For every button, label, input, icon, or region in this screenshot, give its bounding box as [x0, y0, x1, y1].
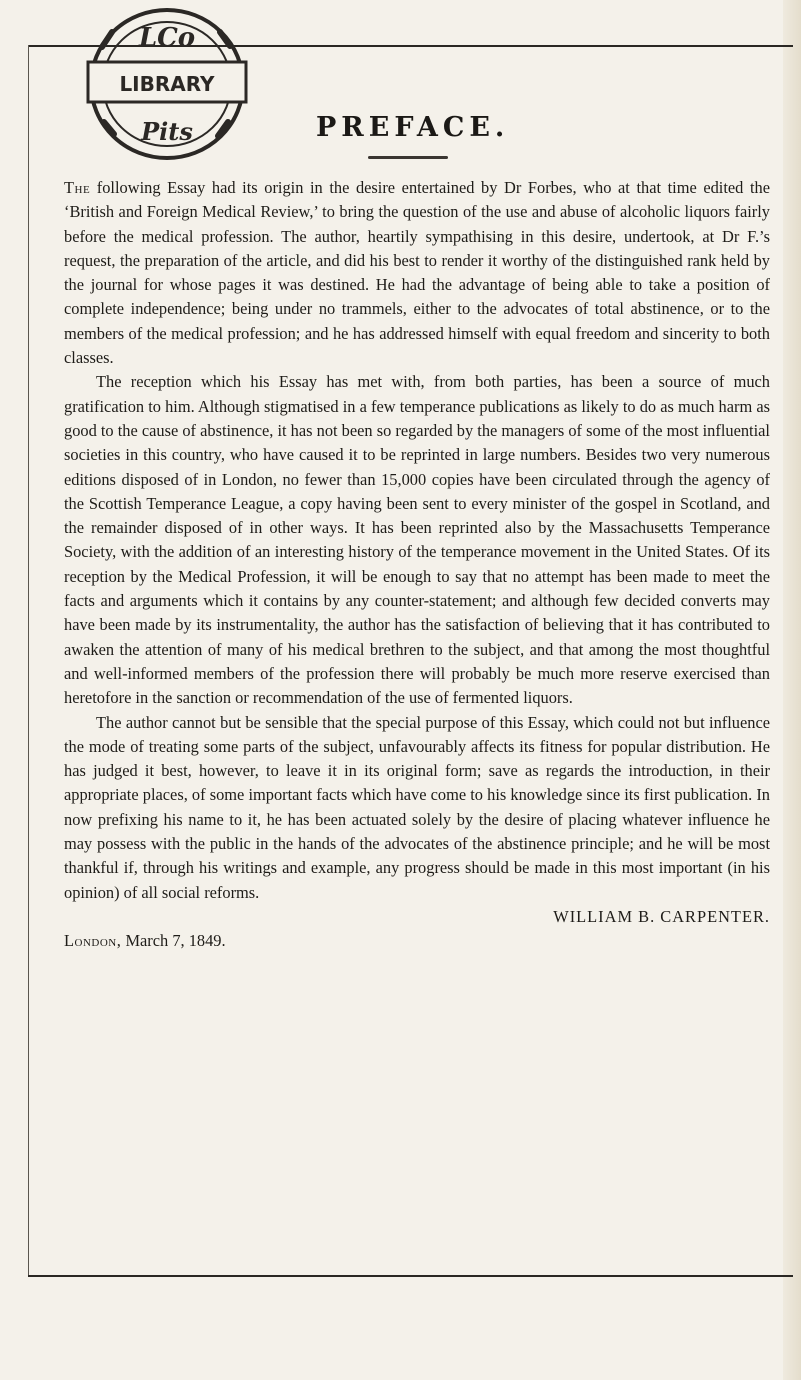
preface-body: [64, 176, 770, 954]
stamp-middle-text: LIBRARY: [119, 72, 215, 96]
page-edge: [783, 0, 801, 1380]
dateline: [64, 929, 770, 953]
dateline-date: March 7, 1849.: [121, 931, 226, 951]
stamp-bottom-text: Pits: [141, 117, 193, 146]
paragraph-2: The reception which his Essay has met with, from both parties, has been a source of much gratification to him. Although stigmatised in a few temperance publications as likely to do as much harm as good to the cause of abstinence, it has not been so regarded by the managers of some of the most influential societies in this country, who have caused it to be reprinted in large numbers. Besides two very numerous editions disposed of in London, no fewer than 15,000 copies have been circulated through the agency of the Scottish Temperance League, a copy having been sent to every minister of the gospel in Scotland, and the remainder disposed of in other ways. It has been reprinted also by the Massachusetts Temperance Society, with the addition of an interesting history of the temperance movement in the United States. Of its reception by the Medical Profession, it will be enough to say that no attempt has been made to meet the facts and arguments which it contains by any counter-statement; and although few decided converts may have been made by its instrumentality, the author has the satisfaction of believing that it has contributed to awaken the attention of many of his medical brethren to the subject, and that among the most thoughtful and well-informed members of the profession there will probably be much more reserve exercised than heretofore in the sanction or recommendation of the use of fermented liquors.: [64, 372, 770, 708]
paragraph-1-text: following Essay had its origin in the desire entertained by Dr Forbes, who at that time edited the ‘British and Foreign Medical Review,’ to bring the question of the use and abuse of alcoholic liquors fairly before the medical profession. The author, heartily sympathising in this desire, undertook, at Dr F.’s request, the preparation of the article, and did his best to render it worthy of the distinguished rank held by the journal for whose pages it was destined. He had the advantage of being able to take a position of complete independence; being under no trammels, either to the advocates of total abstinence, or to the members of the medical profession; and he has addressed himself with equal freedom and sincerity to both classes.: [64, 178, 770, 368]
paragraph-1: [64, 176, 770, 370]
left-border-rule: [28, 45, 29, 1275]
dateline-place: London,: [64, 931, 122, 951]
paragraph-1-lead: The: [64, 178, 91, 197]
signature: WILLIAM B. CARPENTER.: [553, 906, 770, 926]
stamp-top-text: LCo: [138, 23, 196, 53]
title-ornament: [368, 156, 448, 159]
page-title: PREFACE.: [316, 112, 510, 143]
library-stamp: [82, 2, 252, 162]
paragraph-3: The author cannot but be sensible that the special purpose of this Essay, which could not but influence the mode of treating some parts of the subject, unfavourably affects its fitness for popular distribution. He has judged it best, however, to leave it in its original form; save as regards the introduction, in their appropriate places, of some important facts which have come to his knowledge since its first publication. In now prefixing his name to it, he has been actuated solely by the desire of placing whatever influence he may possess with the public in the hands of the advocates of the abstinence principle; and he will be most thankful if, through his writings and example, any progress should be made in this most important (in his opinion) of all social reforms.: [64, 712, 770, 902]
bottom-border-rule: [28, 1275, 793, 1277]
